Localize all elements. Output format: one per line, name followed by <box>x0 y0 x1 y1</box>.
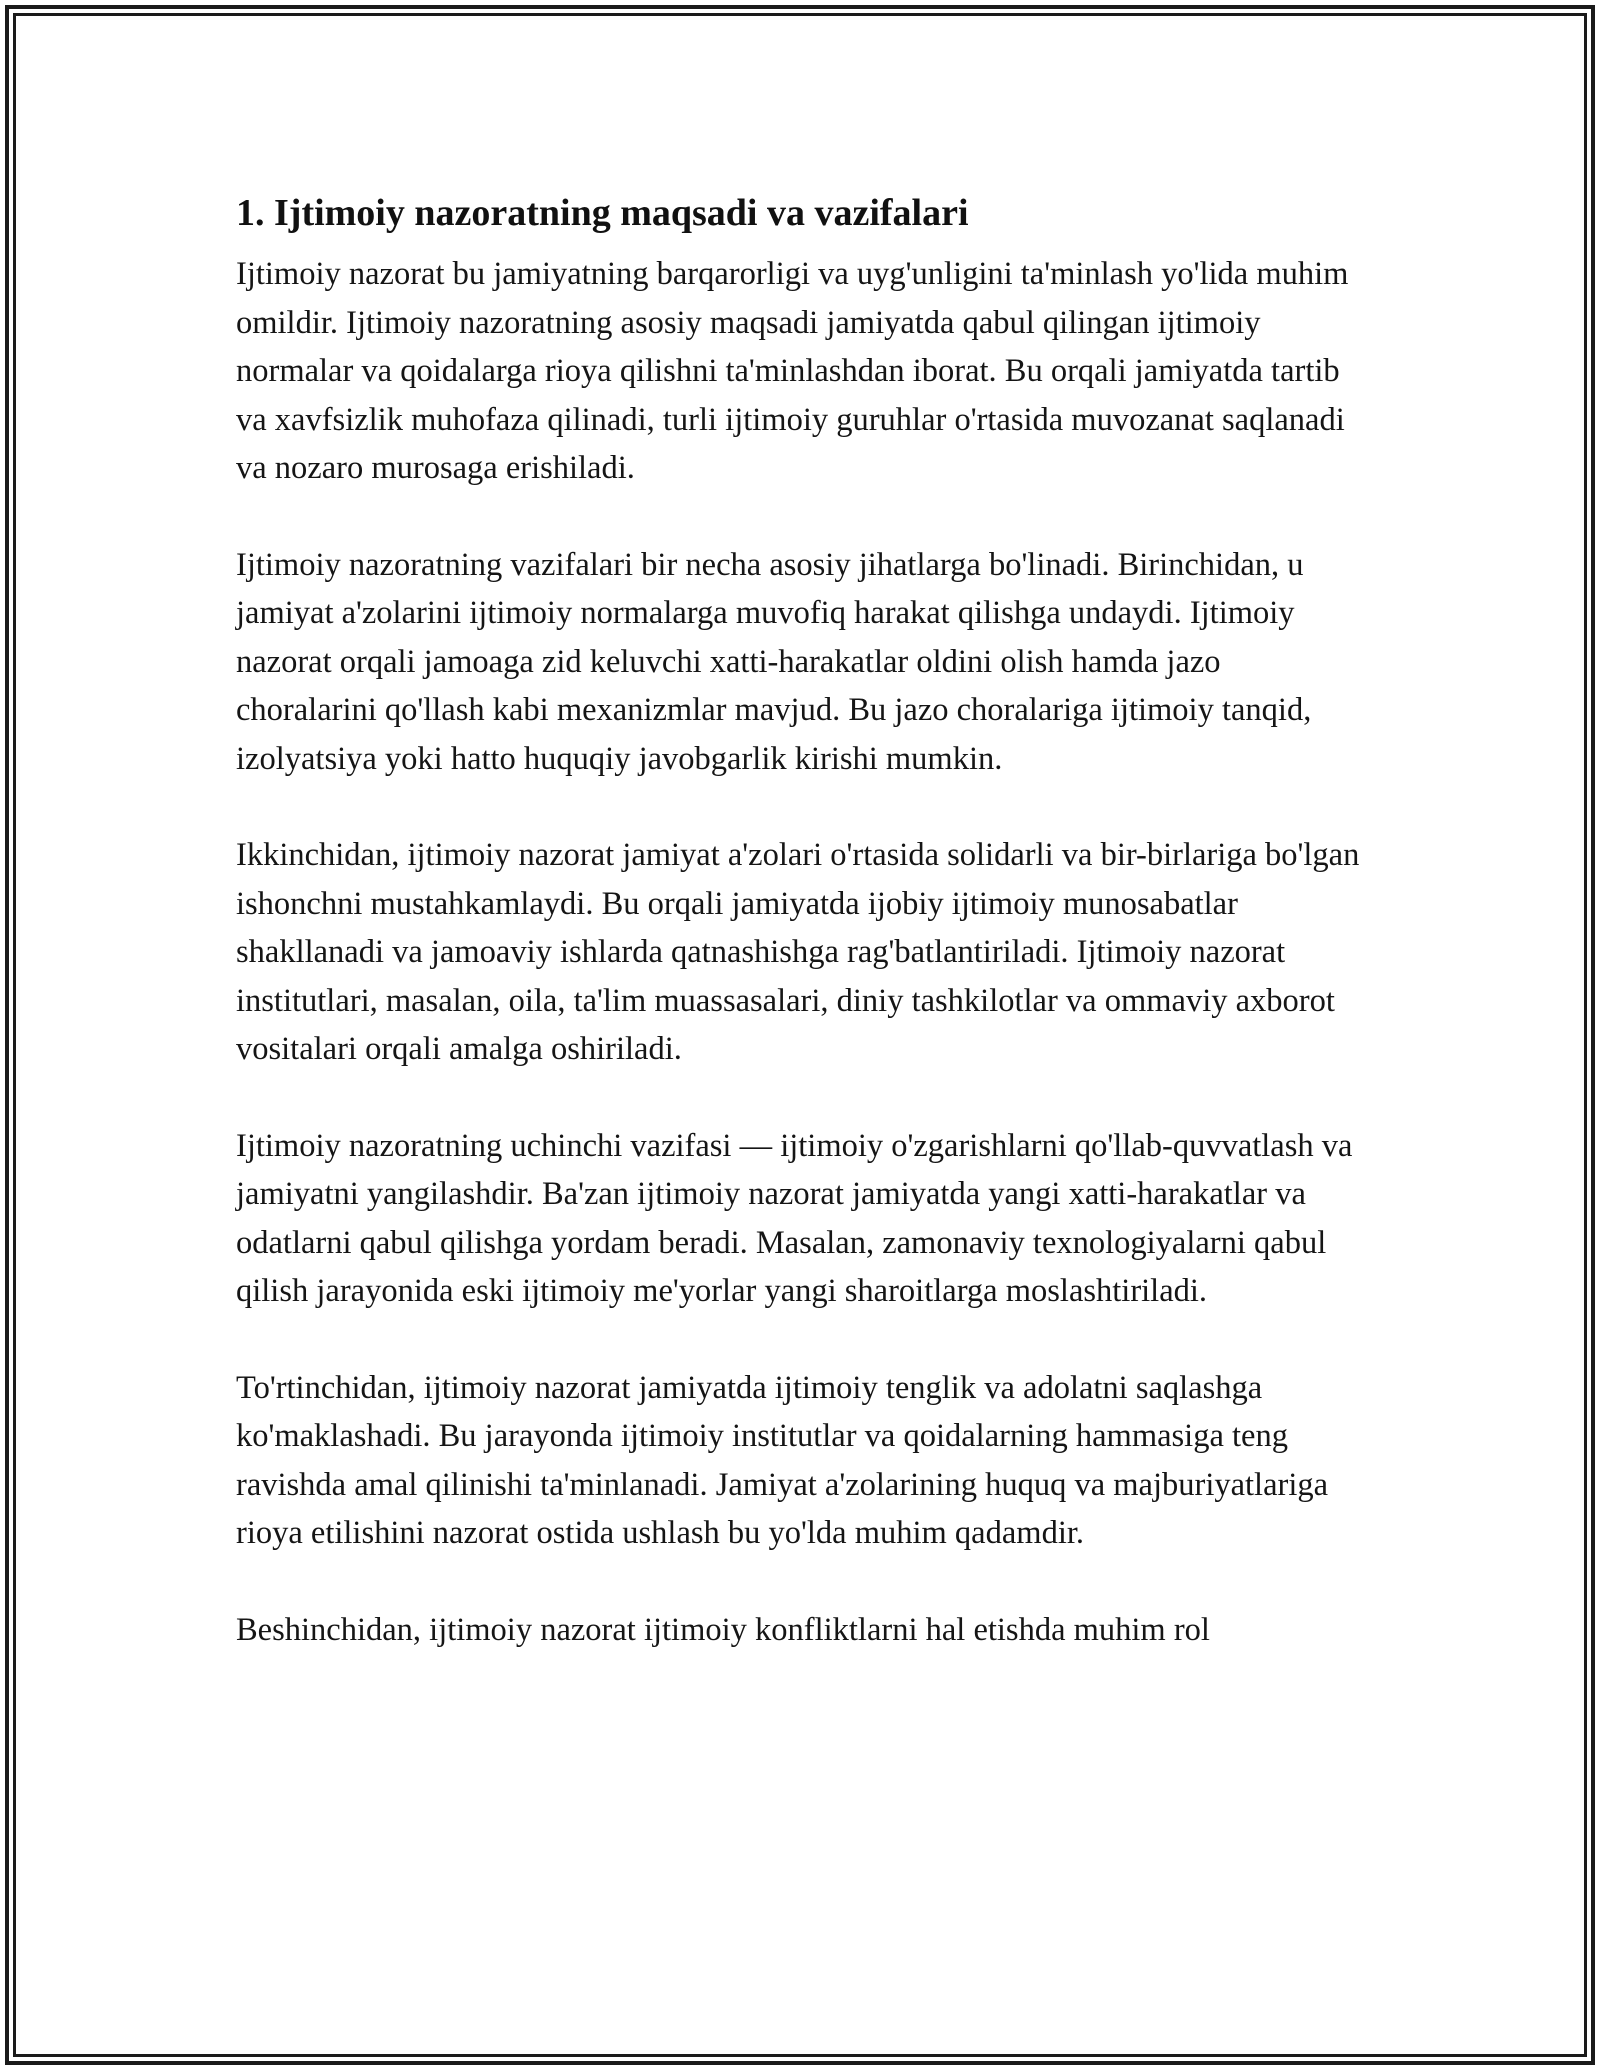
document-body <box>236 186 1366 1702</box>
paragraph-1: Ijtimoiy nazorat bu jamiyatning barqarorligi va uyg'unligini ta'minlash yo'lida muhim omildir. Ijtimoiy nazoratning asosiy maqsadi jamiyatda qabul qilingan ijtimoiy normalar va qoidalarga rioya qilishni ta'minlashdan iborat. Bu orqali jamiyatda tartib va xavfsizlik muhofaza qilinadi, turli ijtimoiy guruhlar o'rtasida muvozanat saqlanadi va nozaro murosaga erishiladi. <box>236 256 1349 486</box>
section-heading: 1. Ijtimoiy nazoratning maqsadi va vazifalari <box>236 192 969 234</box>
paragraph-6: Beshinchidan, ijtimoiy nazorat ijtimoiy konfliktlarni hal etishda muhim rol <box>236 1611 1210 1648</box>
paragraph-4: Ijtimoiy nazoratning uchinchi vazifasi — ijtimoiy o'zgarishlarni qo'llab-quvvatlash va jamiyatni yangilashdir. Ba'zan ijtimoiy nazorat jamiyatda yangi xatti-harakatlar va odatlarni qabul qilishga yordam beradi. Masalan, zamonaviy texnologiyalarni qabul qilish jarayonida eski ijtimoiy me'yorlar yangi sharoitlarga moslashtiriladi. <box>236 1127 1353 1309</box>
paragraph-2: Ijtimoiy nazoratning vazifalari bir necha asosiy jihatlarga bo'linadi. Birinchidan, u jamiyat a'zolarini ijtimoiy normalarga muvofiq harakat qilishga undaydi. Ijtimoiy nazorat orqali jamoaga zid keluvchi xatti-harakatlar oldini olish hamda jazo choralarini qo'llash kabi mexanizmlar mavjud. Bu jazo choralariga ijtimoiy tanqid, izolyatsiya yoki hatto huquqiy javobgarlik kirishi mumkin. <box>236 546 1312 777</box>
paragraph-3: Ikkinchidan, ijtimoiy nazorat jamiyat a'zolari o'rtasida solidarli va bir-birlariga bo'lgan ishonchni mustahkamlaydi. Bu orqali jamiyatda ijobiy ijtimoiy munosabatlar shakllanadi va jamoaviy ishlarda qatnashishga rag'batlantiriladi. Ijtimoiy nazorat institutlari, masalan, oila, ta'lim muassasalari, diniy tashkilotlar va ommaviy axborot vositalari orqali amalga oshiriladi. <box>236 837 1360 1067</box>
paragraph-5: To'rtinchidan, ijtimoiy nazorat jamiyatda ijtimoiy tenglik va adolatni saqlashga ko'maklashadi. Bu jarayonda ijtimoiy institutlar va qoidalarning hammasiga teng ravishda amal qilinishi ta'minlanadi. Jamiyat a'zolarining huquq va majburiyatlariga rioya etilishini nazorat ostida ushlash bu yo'lda muhim qadamdir. <box>236 1369 1329 1551</box>
